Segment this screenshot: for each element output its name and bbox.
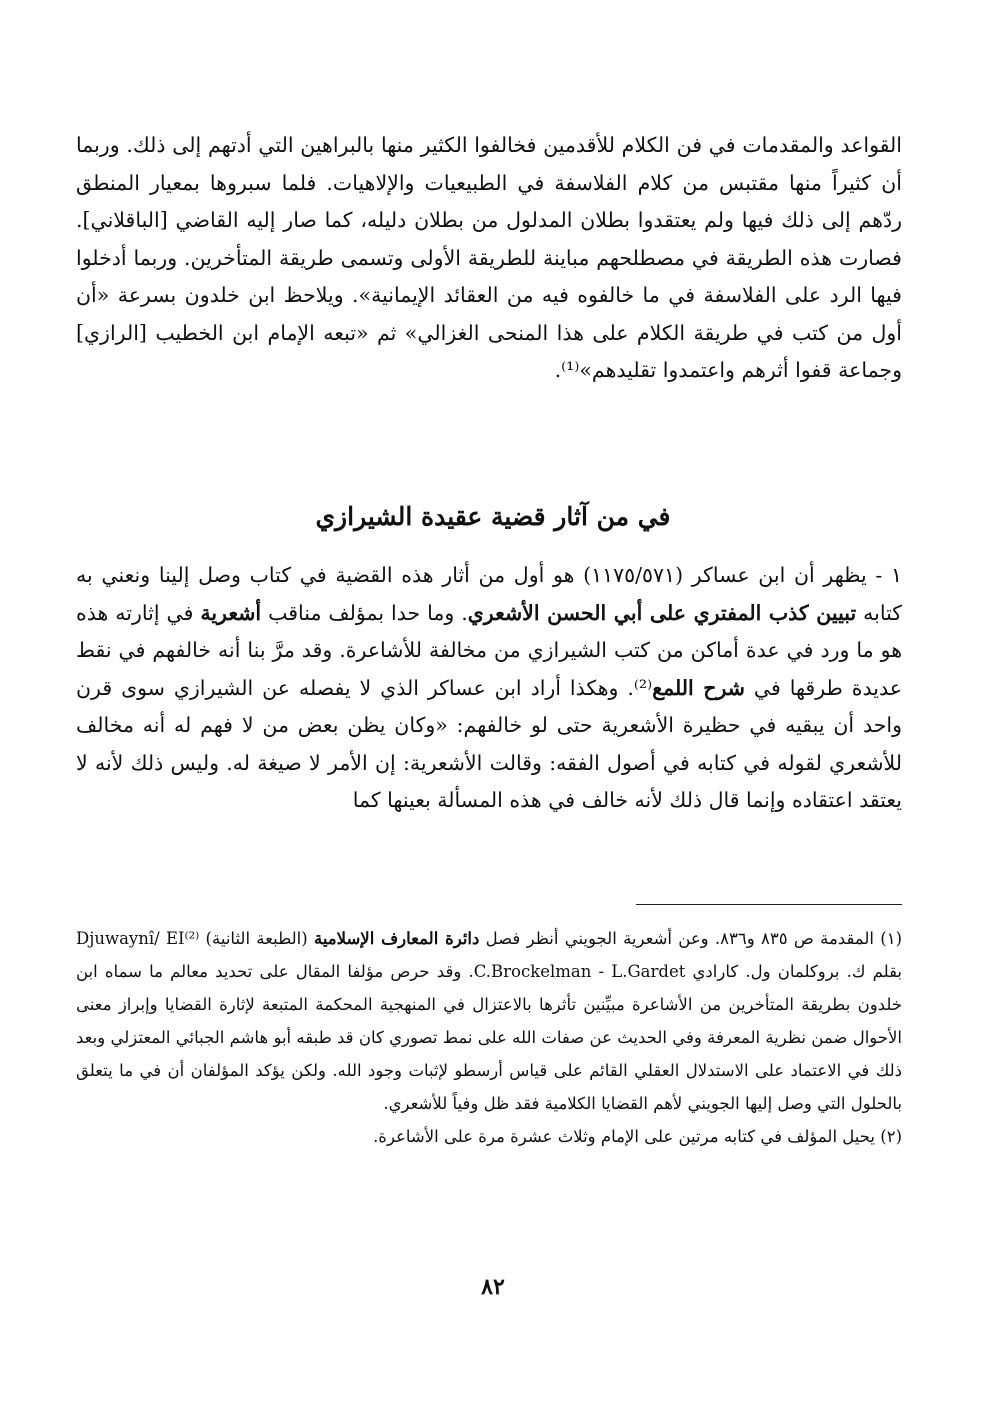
footnote — [76, 1120, 902, 1153]
paragraph-text: في إثارته هذه هو ما ورد في عدة أماكن من كتب الشيرازي من مخالفة للأشاعرة. وقد مرَّ بنا أنه خالفهم في نقط عديدة طرقها في — [76, 600, 902, 700]
book-title: تبيين كذب المفتري على أبي الحسن الأشعري — [467, 600, 857, 625]
footnotes — [76, 922, 902, 1153]
footnote-text: (١) المقدمة ص ٨٣٥ و٨٣٦. وعن أشعرية الجويني أنظر فصل — [479, 929, 902, 948]
paragraph-text: ⁽²⁾. وهكذا أراد ابن عساكر الذي لا يفصله عن الشيرازي سوى قرن واحد أن يبقيه في حظيرة الأشعرية حتى لو خالفهم: «وكان يظن بعض من لا فهم له أنه مخالف للأشعري لقوله في كتابه في أصول الفقه: وقالت الأشعرية: إن الأمر لا صيغة له. وليس ذلك لأنه لا يعتقد اعتقاده وإنما قال ذلك لأنه خالف في هذه المسألة بعينها كما — [76, 675, 902, 812]
body-paragraph: القواعد والمقدمات في فن الكلام للأقدمين فخالفوا الكثير منها بالبراهين التي أدتهم إلى ذلك. وربما أن كثيراً منها مقتبس من كلام الفلاسفة في الطبيعيات والإلاهيات. فلما سبروها بمعيار المنطق ردّهم إلى ذلك فيها ولم يعتقدوا بطلان المدلول من بطلان دليله، كما صار إليه القاضي [الباقلاني]. فصارت هذه الطريقة في مصطلحهم مباينة للطريقة الأولى وتسمى طريقة المتأخرين. وربما أدخلوا فيها الرد على الفلاسفة في ما خالفوه فيه من العقائد الإيمانية». ويلاحظ ابن خلدون بسرعة «أن أول من كتب في طريقة الكلام على هذا المنحى الغزالي» ثم «تبعه الإمام ابن الخطيب [الرازي] وجماعة قفوا أثرهم واعتمدوا تقليدهم»⁽¹⁾. — [76, 133, 902, 382]
reference-title: دائرة المعارف الإسلامية — [313, 929, 480, 948]
footnote — [76, 922, 902, 1120]
page-number: ٨٢ — [481, 1274, 505, 1300]
book-title: شرح اللمع — [652, 675, 745, 700]
footnote-text: (٢) يحيل المؤلف في كتابه مرتين على الإمام وثلاث عشرة مرة على الأشاعرة. — [373, 1127, 902, 1146]
footnote-divider — [636, 904, 902, 905]
body-paragraph — [76, 557, 902, 820]
paragraph-text: ١ - يظهر أن ابن عساكر (١١٧٥/٥٧١) هو أول من أثار هذه القضية في كتاب وصل إلينا ونعني به كتابه — [76, 563, 903, 625]
footnote-text: (الطبعة الثانية) Djuwaynî/ EI⁽²⁾ بقلم ك. بروكلمان ول. كارادي C.Brockelman - L.Gardet. وقد حرص مؤلفا المقال على تحديد معالم ما سماه ابن خلدون بطريقة المتأخرين من الأشاعرة مبيِّنين تأثرها بالاعتزال في المنهجية المحكمة المتبعة لإثارة القضايا وإبراز معنى الأحوال ضمن نظرية المعرفة وفي الحديث عن صفات الله على نمط تصوري كان قد طبقه أبو هاشم الجبائي المعتزلي وبعد ذلك في الاعتماد على الاستدلال العقلي القائم على قياس أرسطو لإثبات وجود الله. ولكن يؤكد المؤلفان أن في ما يتعلق بالحلول التي وصل إليها الجويني لأهم القضايا الكلامية فقد ظل وفياً للأشعري. — [76, 929, 903, 1113]
paragraph-text: . وما حدا بمؤلف مناقب — [261, 600, 468, 625]
book-title: أشعرية — [200, 600, 262, 625]
section-heading: في من آثار قضية عقيدة الشيرازي — [315, 502, 671, 531]
